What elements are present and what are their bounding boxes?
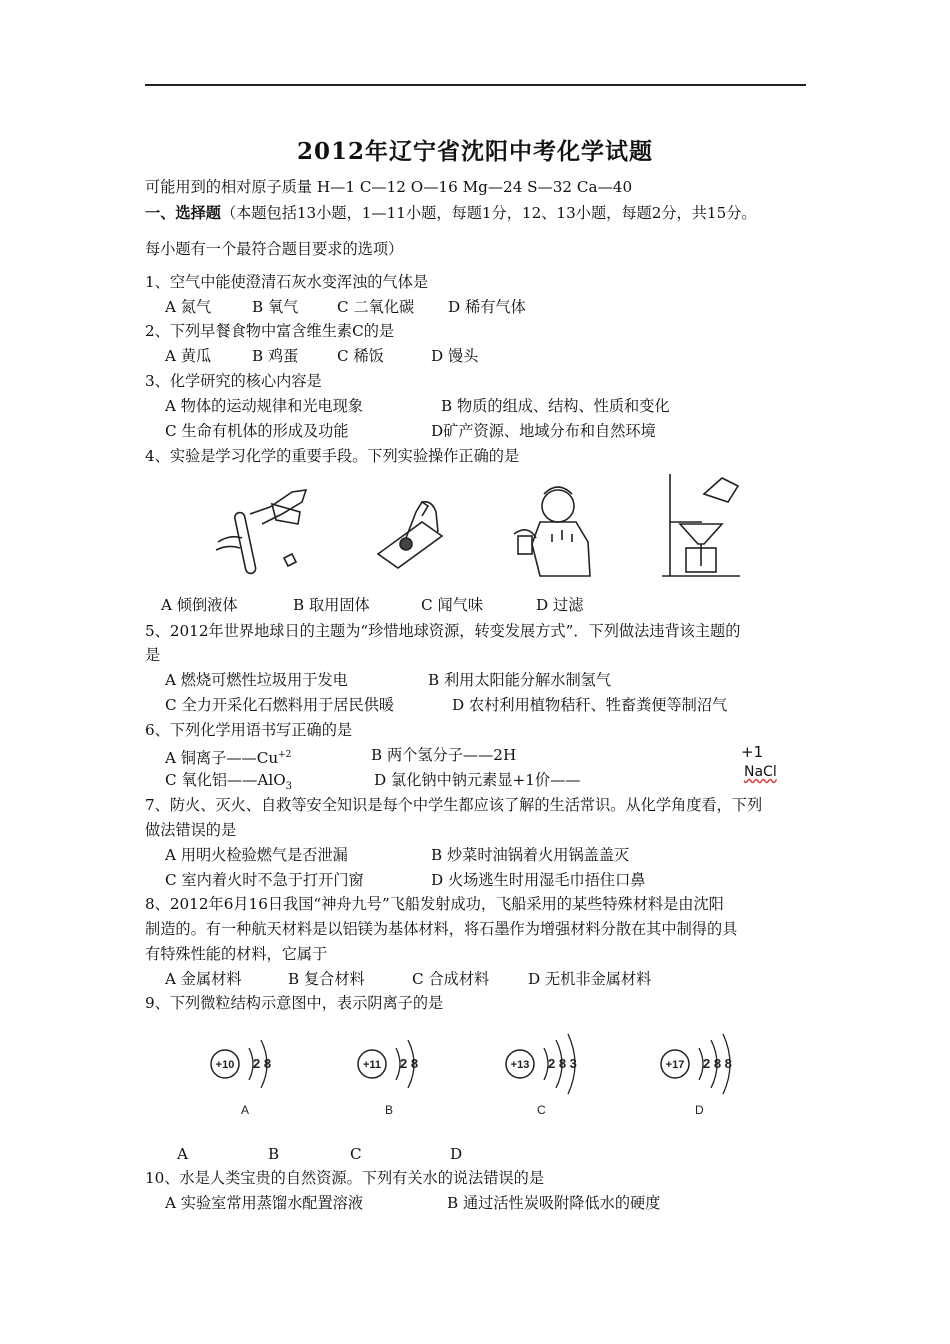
cu-charge: +2 (278, 750, 292, 760)
q8-stem-2: 制造的。有一种航天材料是以铝镁为基体材料，将石墨作为增强材料分散在其中制得的具 (145, 920, 738, 938)
q4-option-a: A 倾倒液体 (161, 596, 238, 614)
q3-option-d: D矿产资源、地域分布和自然环境 (431, 422, 656, 440)
lab-operations-figure (210, 472, 770, 584)
atom-c-nucleus: +13 (510, 1059, 530, 1071)
valence-mark: +1 (741, 743, 764, 761)
taking-solid-illustration (378, 502, 442, 568)
q9-option-a: A (177, 1145, 188, 1163)
q1-option-d: D 稀有气体 (448, 298, 526, 316)
atom-d (661, 1034, 732, 1117)
q6-option-a (165, 745, 291, 768)
q1-option-c: C 二氧化碳 (337, 298, 415, 316)
q9-option-d: D (450, 1145, 463, 1163)
q2-option-d: D 馒头 (431, 347, 479, 365)
q10-stem: 10、水是人类宝贵的自然资源。下列有关水的说法错误的是 (145, 1169, 545, 1187)
q2-option-b: B 鸡蛋 (252, 347, 299, 365)
q6-option-a-text: A 铜离子——Cu (165, 749, 279, 768)
q7-option-a: A 用明火检验燃气是否泄漏 (165, 846, 348, 864)
atomic-mass-line: 可能用到的相对原子质量 H—1 C—12 O—16 Mg—24 S—32 Ca—40 (145, 178, 633, 196)
q8-option-d: D 无机非金属材料 (528, 970, 652, 988)
q3-option-a: A 物体的运动规律和光电现象 (165, 397, 364, 415)
q6-option-d: D 氯化钠中钠元素显+1价—— (374, 771, 581, 789)
q5-stem: 5、2012年世界地球日的主题为“珍惜地球资源，转变发展方式”．下列做法违背该主题的 (145, 622, 741, 640)
smelling-gas-illustration (514, 487, 590, 576)
q5-option-c: C 全力开采化石燃料用于居民供暖 (165, 696, 395, 714)
atom-a (211, 1040, 271, 1117)
q8-option-c: C 合成材料 (412, 970, 490, 988)
section-desc: （本题包括13小题，1—11小题，每题1分，12、13小题，每题2分，共15分。 (220, 204, 757, 222)
q3-option-c: C 生命有机体的形成及功能 (165, 422, 349, 440)
q7-stem-2: 做法错误的是 (145, 821, 237, 839)
q4-option-b: B 取用固体 (293, 596, 370, 614)
section-heading: 一、选择题 (145, 204, 221, 222)
q9-option-b: B (268, 1145, 280, 1163)
q6-option-c (165, 770, 292, 797)
q5-option-d: D 农村利用植物秸秆、牲畜粪便等制沼气 (452, 696, 728, 714)
q8-option-b: B 复合材料 (288, 970, 365, 988)
pouring-liquid-illustration (216, 490, 306, 574)
atom-a-label: A (241, 1103, 250, 1117)
q4-stem: 4、实验是学习化学的重要手段。下列实验操作正确的是 (145, 447, 520, 465)
atom-b-shells: 2 8 (400, 1056, 419, 1071)
atom-c-shells: 2 8 3 (548, 1056, 577, 1071)
al-subscript: 3 (285, 781, 293, 793)
q2-option-c: C 稀饭 (337, 347, 384, 365)
q8-stem: 8、2012年6月16日我国“神舟九号”飞船发射成功，飞船采用的某些特殊材料是由沈阳 (145, 895, 724, 913)
atom-b-nucleus: +11 (362, 1059, 382, 1071)
q9-stem: 9、下列微粒结构示意图中，表示阴离子的是 (145, 994, 444, 1012)
q2-option-a: A 黄瓜 (165, 347, 212, 365)
q2-stem: 2、下列早餐食物中富含维生素C的是 (145, 322, 395, 340)
q1-option-a: A 氮气 (165, 298, 212, 316)
q10-option-b: B 通过活性炭吸附降低水的硬度 (447, 1194, 661, 1212)
q1-stem: 1、空气中能使澄清石灰水变浑浊的气体是 (145, 273, 429, 291)
q1-option-b: B 氧气 (252, 298, 299, 316)
atom-b (358, 1040, 418, 1117)
header-rule (145, 84, 806, 86)
q6-option-b: B 两个氢分子——2H (371, 746, 517, 764)
q6-stem: 6、下列化学用语书写正确的是 (145, 721, 353, 739)
q7-option-d: D 火场逃生时用湿毛巾捂住口鼻 (431, 871, 646, 889)
q10-option-a: A 实验室常用蒸馏水配置溶液 (165, 1194, 364, 1212)
section-intro (145, 203, 757, 223)
atom-d-nucleus: +17 (665, 1059, 685, 1071)
atom-d-shells: 2 8 8 (703, 1056, 732, 1071)
atom-c (506, 1034, 577, 1117)
q3-option-b: B 物质的组成、结构、性质和变化 (441, 397, 670, 415)
q6-option-c-text: C 氧化铝——AlO (165, 771, 286, 789)
q5-stem-2: 是 (145, 646, 161, 664)
atom-d-label: D (695, 1103, 704, 1117)
atom-b-label: B (385, 1103, 394, 1117)
q8-option-a: A 金属材料 (165, 970, 242, 988)
filtration-illustration (662, 474, 740, 576)
atom-a-nucleus: +10 (215, 1059, 235, 1071)
page-title: 2012年辽宁省沈阳中考化学试题 (296, 138, 653, 165)
q7-stem: 7、防火、灭火、自救等安全知识是每个中学生都应该了解的生活常识。从化学角度看，下列 (145, 796, 763, 814)
q4-option-d: D 过滤 (536, 596, 584, 614)
q8-stem-3: 有特殊性能的材料，它属于 (145, 945, 328, 963)
q7-option-b: B 炒菜时油锅着火用锅盖盖灭 (431, 846, 630, 864)
q4-option-c: C 闻气味 (421, 596, 484, 614)
atom-a-shells: 2 8 (253, 1056, 272, 1071)
nacl-formula: NaCl (744, 764, 777, 780)
q9-option-c: C (350, 1145, 362, 1163)
atom-c-label: C (537, 1103, 546, 1117)
atom-structure-figure (200, 1022, 760, 1122)
q5-option-a: A 燃烧可燃性垃圾用于发电 (165, 671, 348, 689)
section-desc-2: 每小题有一个最符合题目要求的选项） (145, 240, 404, 258)
q7-option-c: C 室内着火时不急于打开门窗 (165, 871, 364, 889)
q3-stem: 3、化学研究的核心内容是 (145, 372, 322, 390)
q5-option-b: B 利用太阳能分解水制氢气 (428, 671, 612, 689)
